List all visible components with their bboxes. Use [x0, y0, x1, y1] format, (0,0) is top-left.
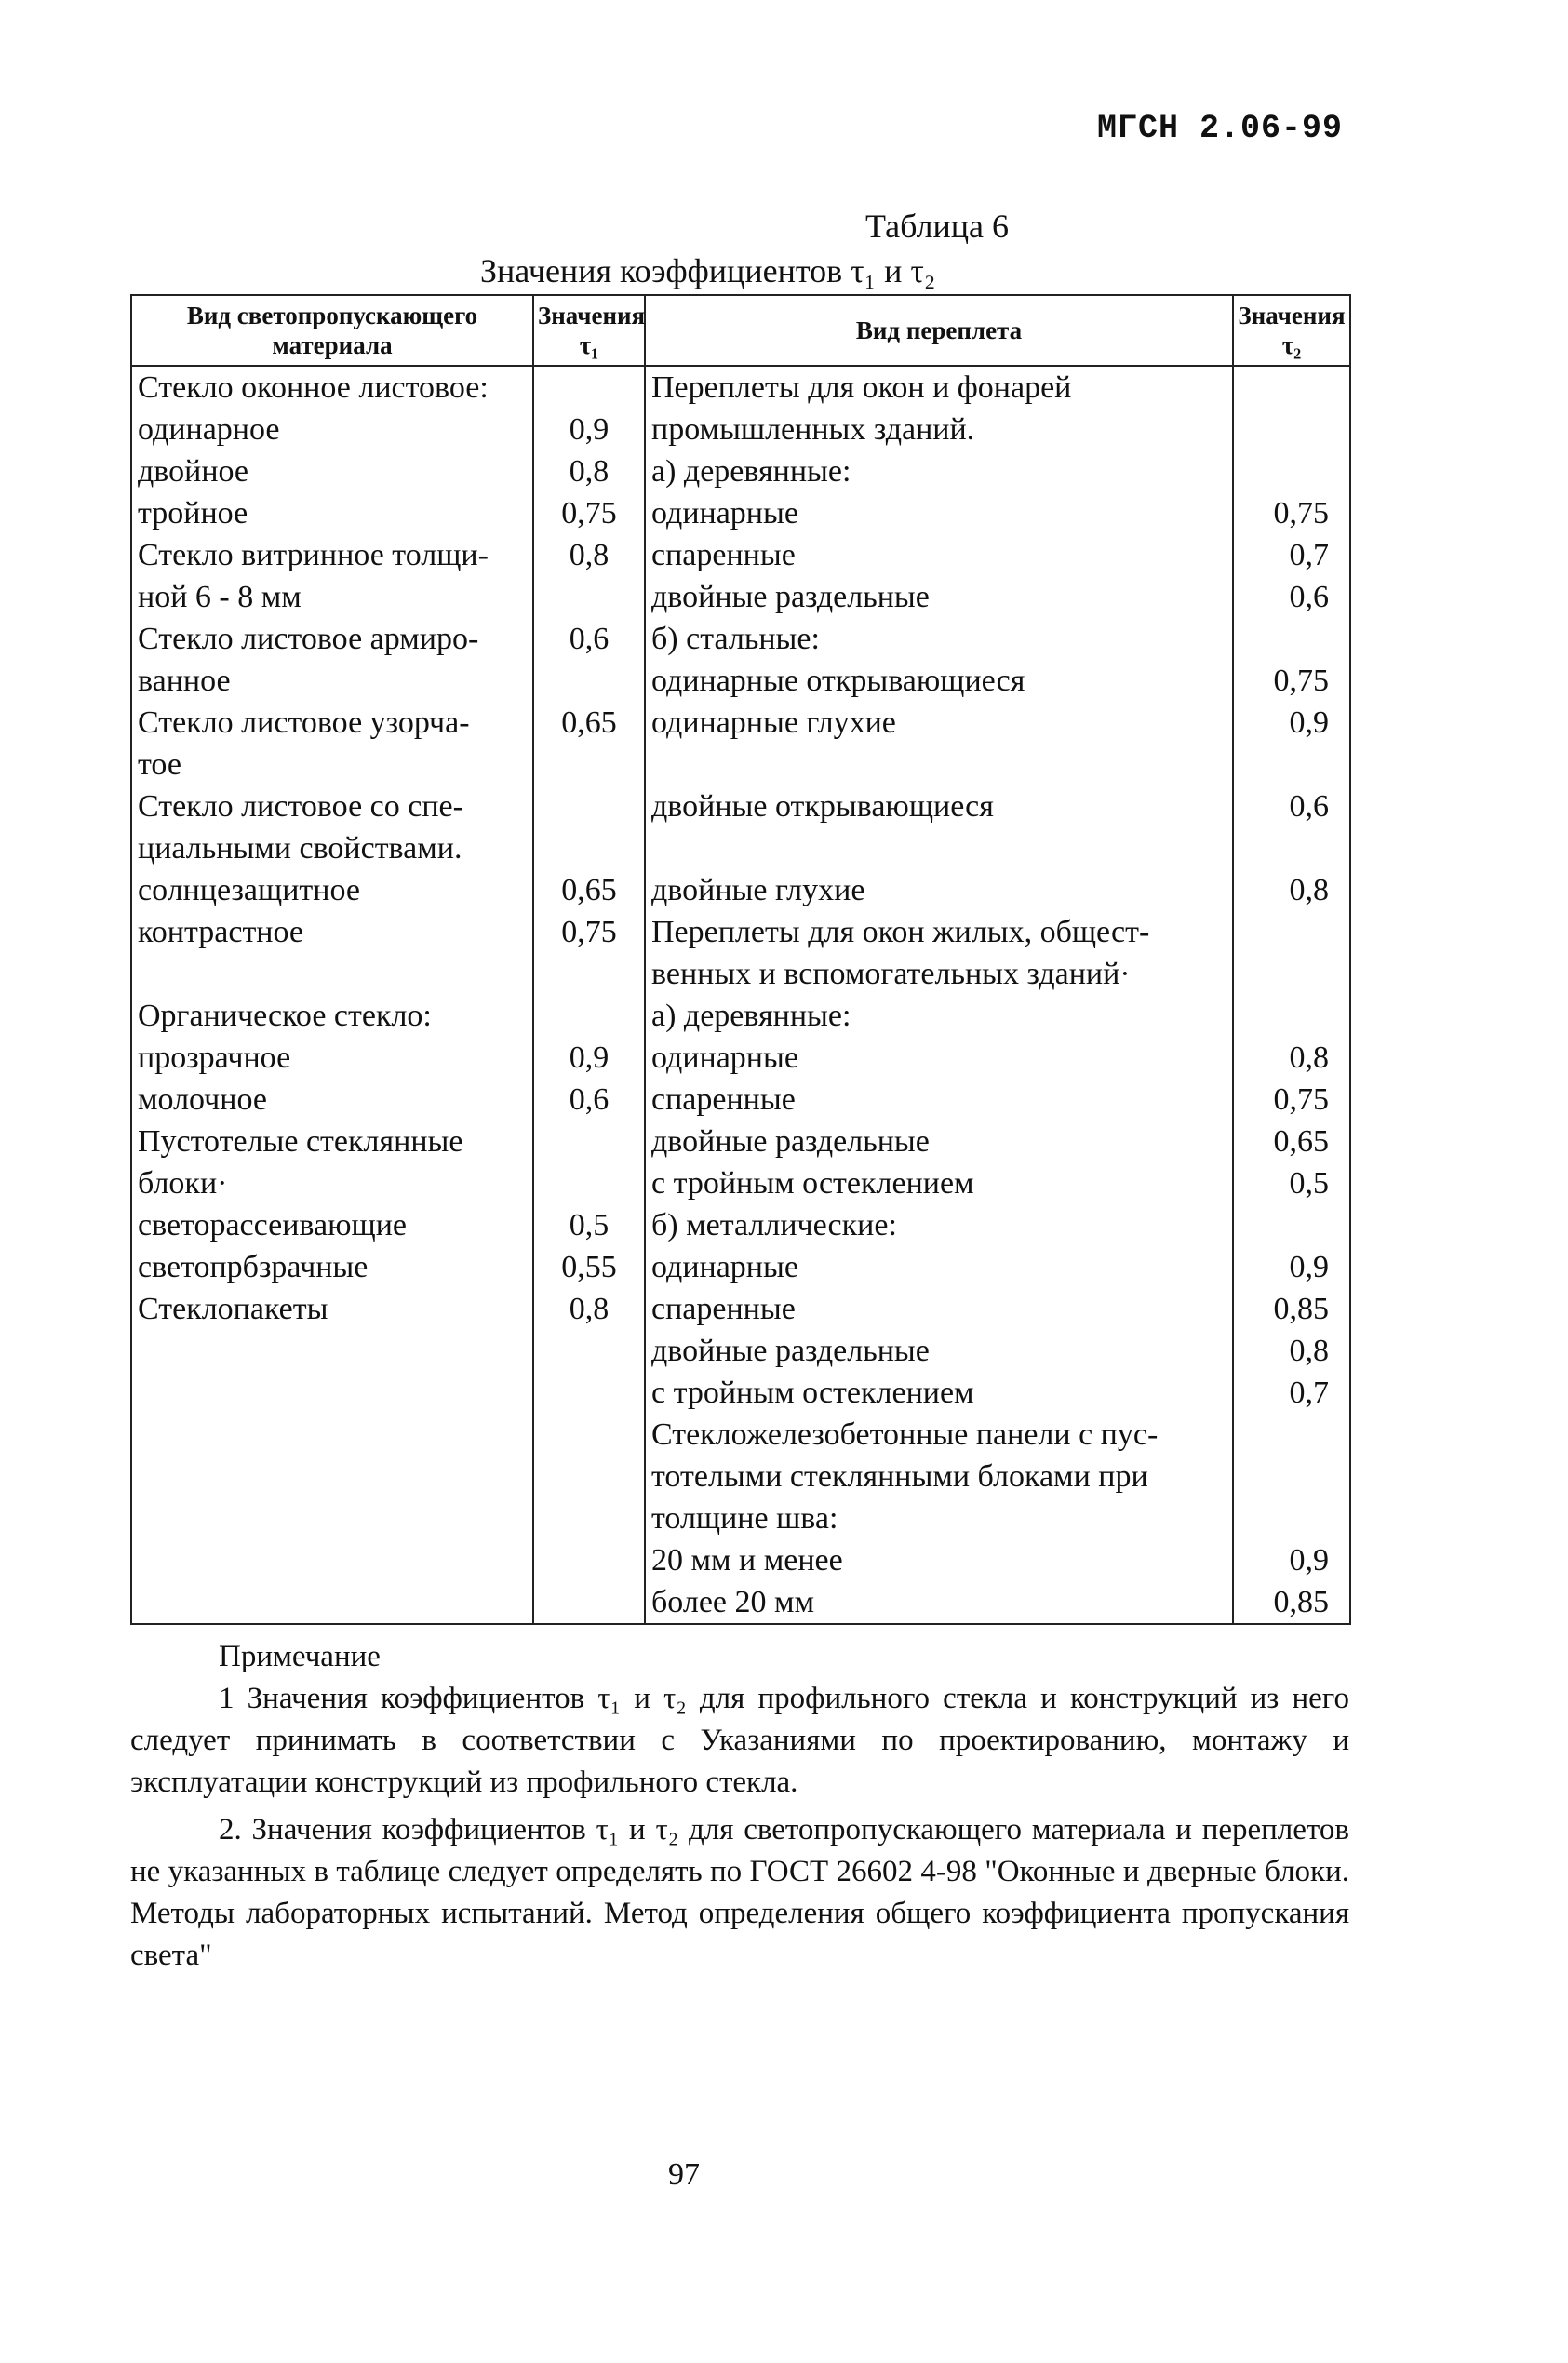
tau2-cell: 0,5 — [1233, 1162, 1350, 1204]
table-row — [131, 827, 1350, 869]
frame-cell: толщине шва: — [645, 1497, 1233, 1539]
tau1-cell: 0,9 — [533, 409, 645, 450]
tau1-cell: 0,75 — [533, 492, 645, 534]
table-row — [131, 744, 1350, 785]
frame-cell: двойные глухие — [645, 869, 1233, 911]
header-tau1-values: Значения τ₁ — [533, 295, 645, 366]
material-cell — [131, 1456, 533, 1497]
tau1-cell — [533, 1330, 645, 1372]
frame-cell: двойные раздельные — [645, 1121, 1233, 1162]
tau2-cell — [1233, 450, 1350, 492]
document-code: МГСН 2.06-99 — [1096, 110, 1343, 147]
material-cell: светорассеивающие — [131, 1204, 533, 1246]
table-row — [131, 1581, 1350, 1624]
tau1-cell — [533, 785, 645, 827]
header-material-type: Вид светопропускающего материала — [131, 295, 533, 366]
material-cell: тройное — [131, 492, 533, 534]
frame-cell: двойные раздельные — [645, 576, 1233, 618]
frame-cell: более 20 мм — [645, 1581, 1233, 1624]
table-row — [131, 366, 1350, 409]
frame-cell: одинарные — [645, 492, 1233, 534]
header-frame-type: Вид переплета — [645, 295, 1233, 366]
tau1-cell — [533, 660, 645, 702]
tau2-cell: 0,6 — [1233, 785, 1350, 827]
frame-cell: одинарные — [645, 1037, 1233, 1079]
material-cell: циальными свойствами. — [131, 827, 533, 869]
note-item-2: 2. Значения коэффициентов τ₁ и τ₂ для светопропускающего материала и переплетов не указанных в таблице следует определять по ГОСТ 26602 4-98 "Оконные и дверные блоки. Методы лабораторных испытаний. Метод определения общего коэффициента пропускания света" — [130, 1813, 1349, 1972]
frame-cell: а) деревянные: — [645, 995, 1233, 1037]
tau1-cell — [533, 1372, 645, 1414]
tau1-cell — [533, 1539, 645, 1581]
material-cell: тое — [131, 744, 533, 785]
material-cell — [131, 1539, 533, 1581]
material-cell: ной 6 - 8 мм — [131, 576, 533, 618]
material-cell: Стекло витринное толщи- — [131, 534, 533, 576]
material-cell: Стекло листовое узорча- — [131, 702, 533, 744]
material-cell — [131, 1414, 533, 1456]
table-row — [131, 1539, 1350, 1581]
tau2-cell: 0,75 — [1233, 1079, 1350, 1121]
table-row — [131, 618, 1350, 660]
tau1-cell: 0,8 — [533, 1288, 645, 1330]
tau2-cell — [1233, 953, 1350, 995]
material-cell: светопрбзрачные — [131, 1246, 533, 1288]
frame-cell: Стекложелезобетонные панели с пус- — [645, 1414, 1233, 1456]
table-row — [131, 1414, 1350, 1456]
tau2-cell — [1233, 1204, 1350, 1246]
table-row — [131, 492, 1350, 534]
tau2-cell: 0,7 — [1233, 534, 1350, 576]
table-body — [131, 366, 1350, 1624]
material-cell: Пустотелые стеклянные — [131, 1121, 533, 1162]
frame-cell — [645, 827, 1233, 869]
frame-cell: Переплеты для окон жилых, общест- — [645, 911, 1233, 953]
tau1-cell — [533, 953, 645, 995]
table-row — [131, 534, 1350, 576]
material-cell: блоки· — [131, 1162, 533, 1204]
frame-cell: спаренные — [645, 1288, 1233, 1330]
note-item-1: 1 Значения коэффициентов τ₁ и τ₂ для профильного стекла и конструкций из него следует принимать в соответствии с Указаниями по проектированию, монтажу и эксплуатации конструкций из профильного стекла. — [130, 1682, 1349, 1799]
frame-cell: двойные открывающиеся — [645, 785, 1233, 827]
tau2-cell: 0,65 — [1233, 1121, 1350, 1162]
tau2-cell — [1233, 409, 1350, 450]
tau1-cell — [533, 1581, 645, 1624]
tau1-cell — [533, 1497, 645, 1539]
table-row — [131, 576, 1350, 618]
tau2-cell — [1233, 366, 1350, 409]
tau2-cell: 0,6 — [1233, 576, 1350, 618]
tau1-cell: 0,6 — [533, 618, 645, 660]
tau1-cell: 0,55 — [533, 1246, 645, 1288]
frame-cell: 20 мм и менее — [645, 1539, 1233, 1581]
tau2-cell: 0,9 — [1233, 1246, 1350, 1288]
page-number: 97 — [668, 2157, 700, 2192]
header-tau2-values: Значения τ₂ — [1233, 295, 1350, 366]
table-row — [131, 869, 1350, 911]
table-row — [131, 409, 1350, 450]
tau1-cell: 0,9 — [533, 1037, 645, 1079]
table-row — [131, 450, 1350, 492]
material-cell — [131, 953, 533, 995]
table-row — [131, 911, 1350, 953]
table-row — [131, 1079, 1350, 1121]
frame-cell: одинарные открывающиеся — [645, 660, 1233, 702]
frame-cell: одинарные — [645, 1246, 1233, 1288]
tau2-cell: 0,75 — [1233, 492, 1350, 534]
tau2-cell — [1233, 744, 1350, 785]
tau1-cell: 0,65 — [533, 869, 645, 911]
tau1-cell — [533, 827, 645, 869]
tau1-cell — [533, 995, 645, 1037]
tau1-cell — [533, 1414, 645, 1456]
tau2-cell — [1233, 1414, 1350, 1456]
tau1-cell: 0,6 — [533, 1079, 645, 1121]
frame-cell — [645, 744, 1233, 785]
tau1-cell: 0,8 — [533, 534, 645, 576]
tau1-cell — [533, 576, 645, 618]
tau1-cell — [533, 1121, 645, 1162]
tau1-cell: 0,75 — [533, 911, 645, 953]
tau2-cell: 0,8 — [1233, 869, 1350, 911]
material-cell — [131, 1330, 533, 1372]
frame-cell: б) металлические: — [645, 1204, 1233, 1246]
table-row — [131, 702, 1350, 744]
notes-section — [130, 1636, 1349, 1977]
tau1-cell — [533, 366, 645, 409]
table-row — [131, 1456, 1350, 1497]
tau1-cell: 0,8 — [533, 450, 645, 492]
material-cell: Стекло оконное листовое: — [131, 366, 533, 409]
tau2-cell: 0,75 — [1233, 660, 1350, 702]
coefficients-table — [130, 294, 1351, 1625]
frame-cell: промышленных зданий. — [645, 409, 1233, 450]
tau2-cell — [1233, 911, 1350, 953]
table-row — [131, 785, 1350, 827]
table-row — [131, 1204, 1350, 1246]
tau1-cell: 0,5 — [533, 1204, 645, 1246]
table-row — [131, 953, 1350, 995]
material-cell: ванное — [131, 660, 533, 702]
tau1-cell — [533, 1162, 645, 1204]
frame-cell: с тройным остеклением — [645, 1372, 1233, 1414]
frame-cell: с тройным остеклением — [645, 1162, 1233, 1204]
tau2-cell: 0,8 — [1233, 1330, 1350, 1372]
tau2-cell: 0,85 — [1233, 1581, 1350, 1624]
frame-cell: одинарные глухие — [645, 702, 1233, 744]
table-row — [131, 1246, 1350, 1288]
table-row — [131, 1121, 1350, 1162]
material-cell: контрастное — [131, 911, 533, 953]
table-row — [131, 1497, 1350, 1539]
material-cell — [131, 1372, 533, 1414]
table-row — [131, 1162, 1350, 1204]
frame-cell: Переплеты для окон и фонарей — [645, 366, 1233, 409]
tau2-cell — [1233, 1497, 1350, 1539]
frame-cell: б) стальные: — [645, 618, 1233, 660]
frame-cell: двойные раздельные — [645, 1330, 1233, 1372]
tau2-cell: 0,7 — [1233, 1372, 1350, 1414]
tau2-cell — [1233, 618, 1350, 660]
tau2-cell — [1233, 1456, 1350, 1497]
table-caption: Значения коэффициентов τ₁ и τ₂ — [480, 252, 936, 289]
frame-cell: спаренные — [645, 534, 1233, 576]
table-header-row — [131, 295, 1350, 366]
frame-cell: венных и вспомогательных зданий· — [645, 953, 1233, 995]
material-cell — [131, 1497, 533, 1539]
frame-cell: а) деревянные: — [645, 450, 1233, 492]
material-cell: молочное — [131, 1079, 533, 1121]
tau2-cell: 0,9 — [1233, 702, 1350, 744]
table-row — [131, 1330, 1350, 1372]
material-cell: двойное — [131, 450, 533, 492]
tau2-cell — [1233, 995, 1350, 1037]
material-cell: прозрачное — [131, 1037, 533, 1079]
tau2-cell: 0,8 — [1233, 1037, 1350, 1079]
material-cell: Стекло листовое армиро- — [131, 618, 533, 660]
material-cell: солнцезащитное — [131, 869, 533, 911]
material-cell: Стекло листовое со спе- — [131, 785, 533, 827]
tau1-cell — [533, 1456, 645, 1497]
table-row — [131, 660, 1350, 702]
material-cell: Органическое стекло: — [131, 995, 533, 1037]
material-cell — [131, 1581, 533, 1624]
table-row — [131, 995, 1350, 1037]
material-cell: Стеклопакеты — [131, 1288, 533, 1330]
tau2-cell: 0,85 — [1233, 1288, 1350, 1330]
tau1-cell — [533, 744, 645, 785]
table-row — [131, 1372, 1350, 1414]
frame-cell: тотелыми стеклянными блоками при — [645, 1456, 1233, 1497]
table-row — [131, 1037, 1350, 1079]
tau2-cell — [1233, 827, 1350, 869]
notes-title: Примечание — [219, 1640, 381, 1673]
tau2-cell: 0,9 — [1233, 1539, 1350, 1581]
tau1-cell: 0,65 — [533, 702, 645, 744]
table-number: Таблица 6 — [865, 208, 1009, 245]
material-cell: одинарное — [131, 409, 533, 450]
frame-cell: спаренные — [645, 1079, 1233, 1121]
table-row — [131, 1288, 1350, 1330]
